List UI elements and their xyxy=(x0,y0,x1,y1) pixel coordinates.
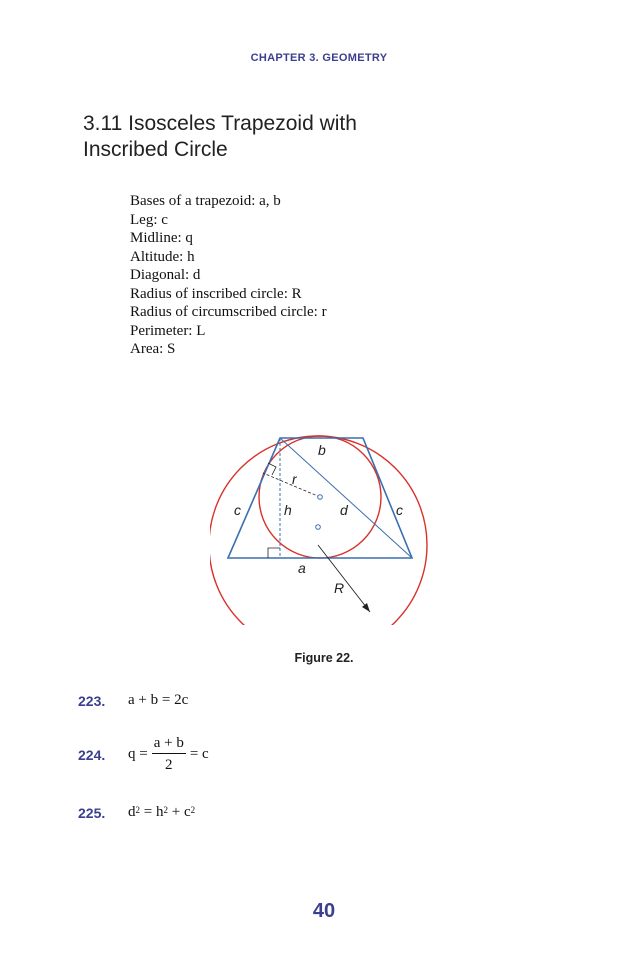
trapezoid-figure xyxy=(210,425,440,625)
definition-item: Perimeter: L xyxy=(130,322,206,339)
formula-number: 225. xyxy=(78,804,106,821)
var-d: d xyxy=(128,804,136,820)
circumscribed-center-dot xyxy=(316,525,321,530)
formula-number: 223. xyxy=(78,692,106,709)
definition-item: Radius of inscribed circle: R xyxy=(130,285,302,302)
formula-lhs: q = xyxy=(128,746,148,762)
radius-R-arrowhead xyxy=(362,603,370,612)
chapter-header: CHAPTER 3. GEOMETRY xyxy=(250,52,388,64)
exponent: 2 xyxy=(135,804,140,815)
right-angle-marker-bottom xyxy=(268,548,280,558)
label-a: a xyxy=(298,560,306,576)
inscribed-center-dot xyxy=(318,495,323,500)
label-r: r xyxy=(292,471,297,487)
formula-expression: a + b = 2c xyxy=(128,692,189,708)
var-c: c xyxy=(183,804,191,820)
definitions-list xyxy=(130,192,327,359)
fraction-numerator: a + b xyxy=(152,735,186,754)
formula-rhs: = c xyxy=(189,746,209,762)
radius-R-line xyxy=(318,545,370,612)
page-number: 40 xyxy=(312,900,336,922)
diagonal-line xyxy=(280,438,412,558)
circumscribed-circle xyxy=(210,436,427,625)
definition-item: Area: S xyxy=(130,341,176,357)
formula-expression xyxy=(128,735,209,774)
label-b: b xyxy=(318,442,326,458)
definition-item: Bases of a trapezoid: a, b xyxy=(130,193,281,209)
fraction-denominator: 2 xyxy=(165,757,173,773)
plus-sign: + xyxy=(167,804,184,820)
equals-sign: = xyxy=(140,804,156,820)
label-R: R xyxy=(334,580,345,596)
definition-item: Leg: c xyxy=(130,211,168,228)
section-title-line1: 3.11 Isosceles Trapezoid with xyxy=(83,112,357,135)
label-c-left: c xyxy=(234,502,241,518)
figure-caption: Figure 22. xyxy=(294,651,354,665)
var-h: h xyxy=(155,804,164,820)
fraction xyxy=(152,735,186,774)
definition-item: Midline: q xyxy=(130,230,193,246)
section-title xyxy=(83,111,563,163)
label-c-right: c xyxy=(396,502,403,518)
definition-item: Altitude: h xyxy=(130,248,195,265)
label-h: h xyxy=(284,502,292,518)
section-title-line2: Inscribed Circle xyxy=(83,138,228,161)
formula-224 xyxy=(78,735,209,774)
exponent: 2 xyxy=(190,804,196,815)
definition-item: Diagonal: d xyxy=(130,267,201,283)
formula-number: 224. xyxy=(78,746,106,763)
formula-223 xyxy=(78,692,188,709)
formula-225 xyxy=(78,804,195,821)
formula-expression xyxy=(128,804,195,821)
label-d: d xyxy=(340,502,348,518)
exponent: 2 xyxy=(163,804,168,815)
definition-item: Radius of circumscribed circle: r xyxy=(130,304,327,320)
